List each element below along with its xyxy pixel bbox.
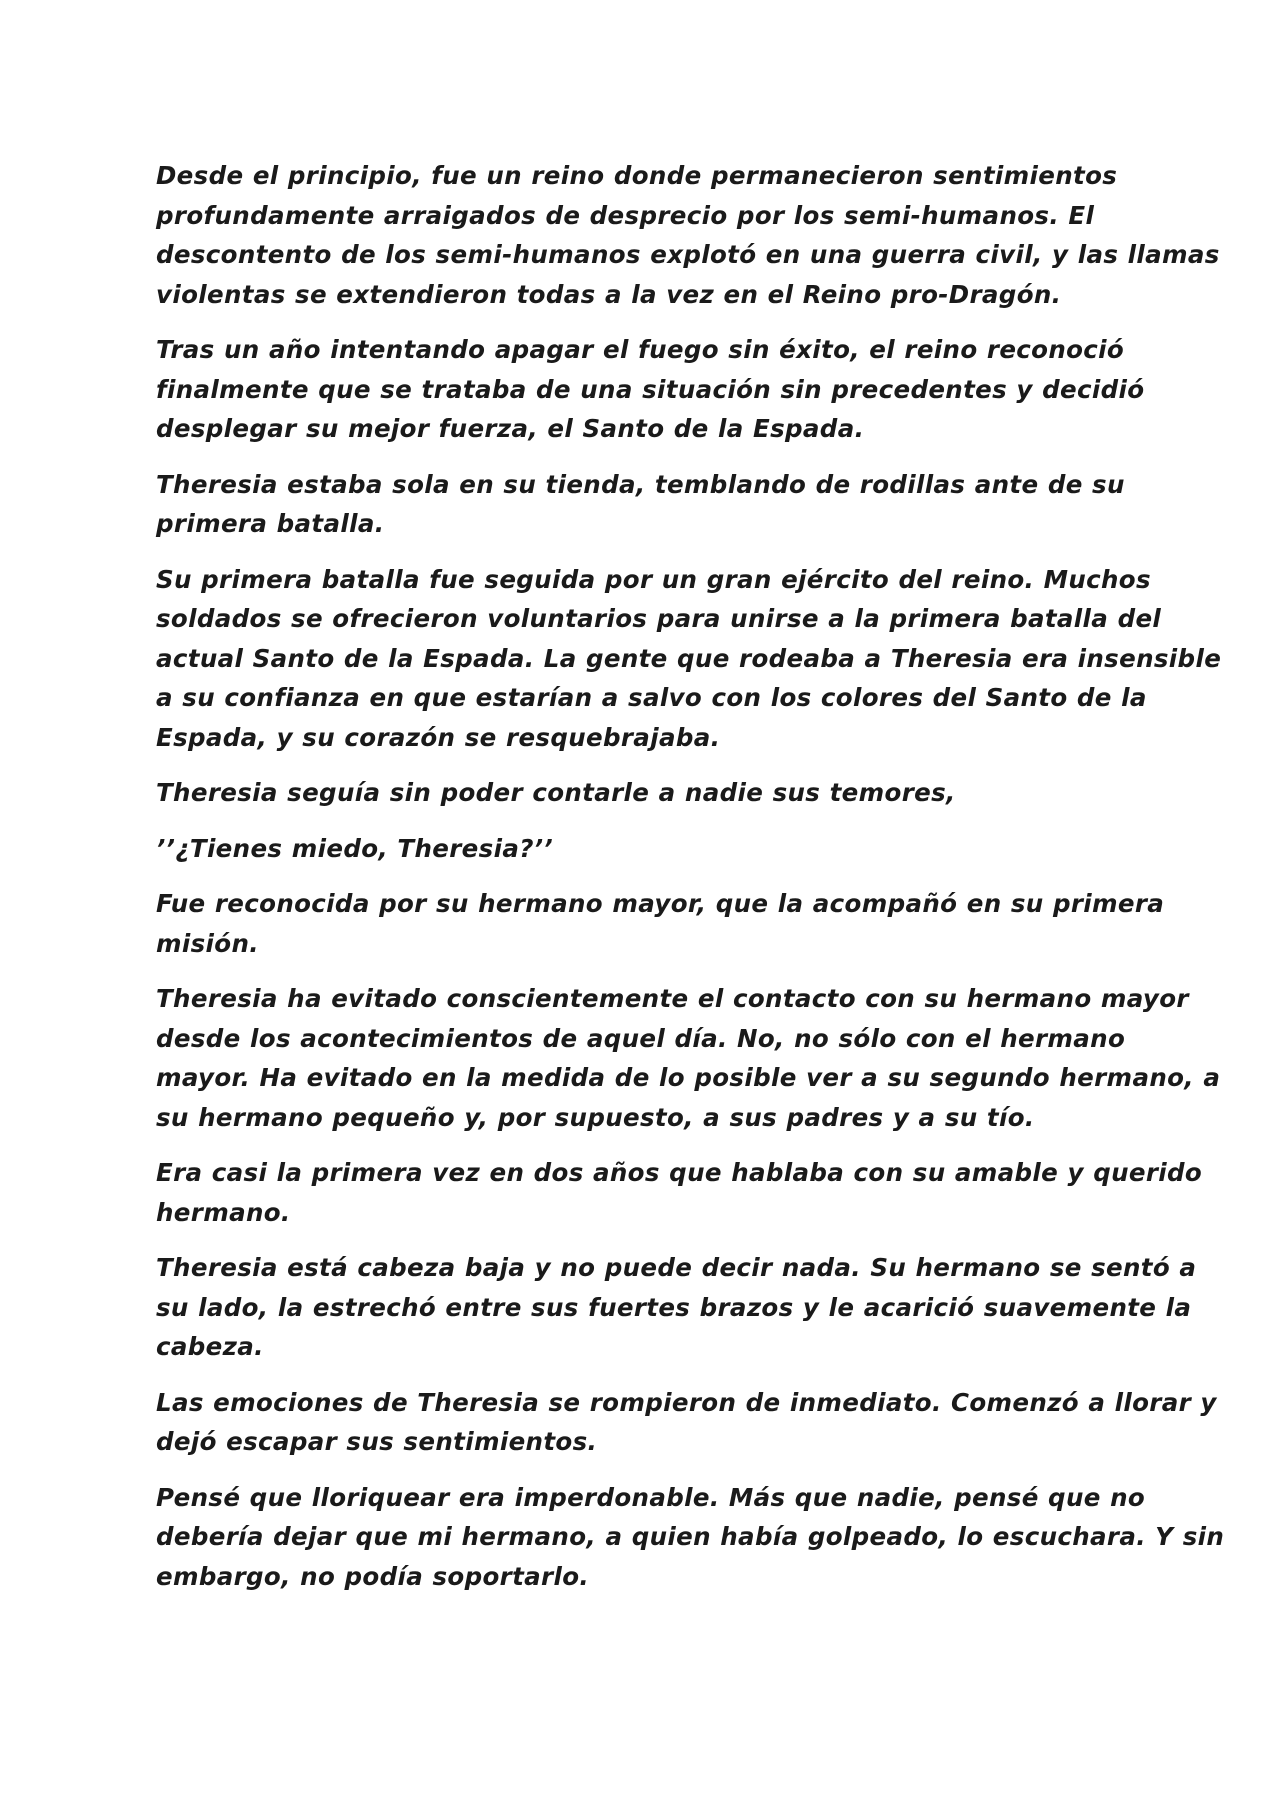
paragraph (156, 1248, 1197, 1367)
text-line: Fue reconocida por su hermano mayor, que la acompañó en su primera (156, 889, 1165, 918)
paragraph (156, 773, 1136, 813)
text-line: mayor. Ha evitado en la medida de lo posible ver a su segundo hermano, a (156, 1063, 1221, 1092)
text-line: a su confianza en que estarían a salvo con los colores del Santo de la (156, 683, 1147, 712)
text-line: profundamente arraigados de desprecio por los semi-humanos. El (156, 200, 1095, 230)
text-line: cabeza. (156, 1332, 264, 1361)
text-line: descontento de los semi-humanos explotó en una guerra civil, y las llamas (156, 240, 1220, 269)
text-line: embargo, no podía soportarlo. (156, 1561, 590, 1591)
paragraph (156, 465, 1136, 544)
paragraph (156, 560, 1222, 758)
paragraph (156, 979, 1221, 1137)
text-line: actual Santo de la Espada. La gente que rodeaba a Theresia era insensible (156, 643, 1222, 673)
paragraph (156, 330, 1145, 449)
paragraph (156, 156, 1220, 314)
text-line: Pensé que lloriquear era imperdonable. Más que nadie, pensé que no (156, 1482, 1146, 1512)
paragraph (156, 1153, 1203, 1232)
text-line: finalmente que se trataba de una situación sin precedentes y decidió (156, 374, 1145, 404)
text-line: Theresia ha evitado conscientemente el contacto con su hermano mayor (156, 984, 1189, 1013)
text-line: Era casi la primera vez en dos años que hablaba con su amable y querido (156, 1158, 1203, 1187)
text-line: primera batalla. (156, 509, 385, 538)
text-line: desde los acontecimientos de aquel día. No, no sólo con el hermano (156, 1023, 1126, 1053)
text-line: soldados se ofrecieron voluntarios para unirse a la primera batalla del (156, 604, 1162, 633)
text-line: Espada, y su corazón se resquebrajaba. (156, 722, 721, 752)
text-line: debería dejar que mi hermano, a quien había golpeado, lo escuchara. Y sin (156, 1522, 1225, 1551)
paragraph (156, 1478, 1225, 1597)
text-line: su hermano pequeño y, por supuesto, a sus padres y a su tío. (156, 1102, 1035, 1132)
text-line: misión. (156, 928, 259, 958)
text-line: Las emociones de Theresia se rompieron de inmediato. Comenzó a llorar y (156, 1387, 1217, 1417)
text-line: Theresia está cabeza baja y no puede decir nada. Su hermano se sentó a (156, 1253, 1197, 1282)
text-line: Theresia estaba sola en su tienda, temblando de rodillas ante de su (156, 469, 1125, 499)
paragraph (156, 884, 1165, 963)
text-line: Tras un año intentando apagar el fuego sin éxito, el reino reconoció (156, 335, 1125, 364)
paragraph (156, 1383, 1217, 1462)
text-line: Desde el principio, fue un reino donde permanecieron sentimientos (156, 161, 1118, 190)
text-line: su lado, la estrechó entre sus fuertes brazos y le acarició suavemente la (156, 1292, 1192, 1322)
text-line: Su primera batalla fue seguida por un gran ejército del reino. Muchos (156, 564, 1151, 594)
text-line: violentas se extendieron todas a la vez en el Reino pro-Dragón. (156, 279, 1062, 309)
dialogue-line (156, 829, 1136, 869)
text-line: hermano. (156, 1197, 291, 1227)
text-line: desplegar su mejor fuerza, el Santo de la Espada. (156, 414, 865, 443)
document-page (156, 156, 1225, 1612)
text-line: Theresia seguía sin poder contarle a nadie sus temores, (156, 778, 956, 807)
text-line: ’’¿Tienes miedo, Theresia?’’ (156, 833, 554, 863)
text-line: dejó escapar sus sentimientos. (156, 1427, 598, 1456)
